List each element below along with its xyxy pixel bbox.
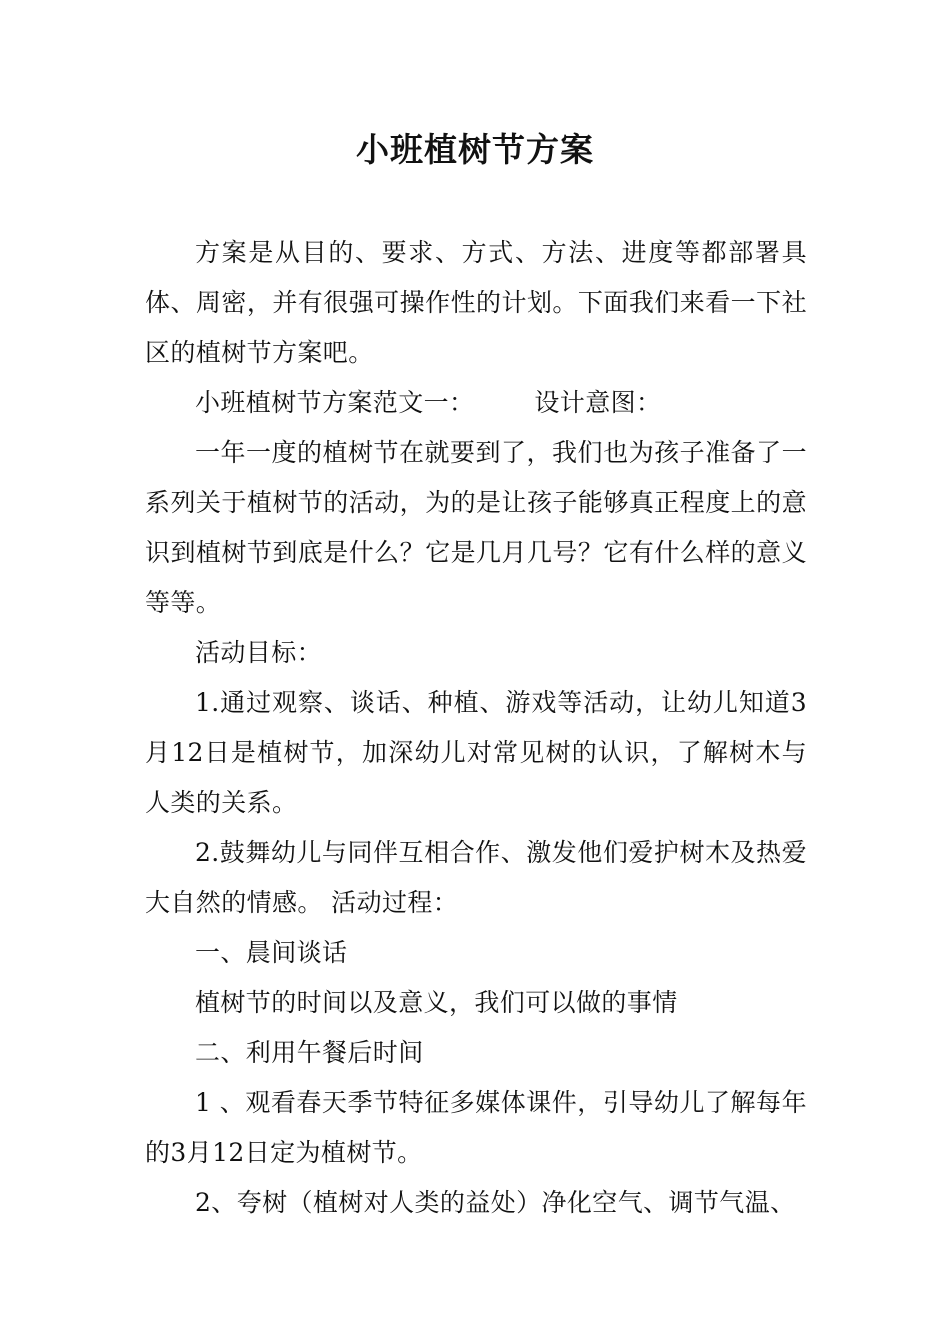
paragraph-design-intent: 一年一度的植树节在就要到了，我们也为孩子准备了一系列关于植树节的活动，为的是让孩子能够真正程度上的意识到植树节到底是什么？它是几月几号？它有什么样的意义等等。: [145, 438, 807, 617]
paragraph-sample-heading: [145, 378, 807, 428]
paragraph-goals-heading: 活动目标：: [195, 638, 323, 667]
paragraph-talk-content: 植树节的时间以及意义，我们可以做的事情: [195, 988, 678, 1017]
design-intent-label: 设计意图：: [534, 388, 662, 417]
paragraph-after-lunch: 二、利用午餐后时间: [195, 1038, 424, 1067]
paragraph-intro: 方案是从目的、要求、方式、方法、进度等都部署具体、周密，并有很强可操作性的计划。下面我们来看一下社区的植树节方案吧。: [145, 238, 807, 367]
paragraph-step-2: 2、夸树（植树对人类的益处）净化空气、调节气温、: [195, 1188, 796, 1217]
paragraph-goal-2: [145, 828, 807, 928]
paragraph-morning-talk: 一、晨间谈话: [195, 938, 348, 967]
paragraph-step-1: 1 、观看春天季节特征多媒体课件，引导幼儿了解每年的3月12日定为植树节。: [145, 1088, 807, 1167]
sample-title: 小班植树节方案范文一：: [195, 388, 475, 417]
paragraph-goal-1: 1.通过观察、谈话、种植、游戏等活动，让幼儿知道3月12日是植树节，加深幼儿对常见树的认识，了解树木与人类的关系。: [145, 688, 807, 817]
document-title: 小班植树节方案: [356, 130, 594, 169]
document-body: [145, 228, 807, 1228]
process-heading: 活动过程：: [331, 888, 459, 917]
goal-2-text: 2.鼓舞幼儿与同伴互相合作、激发他们爱护树木及热爱大自然的情感。: [145, 838, 807, 917]
